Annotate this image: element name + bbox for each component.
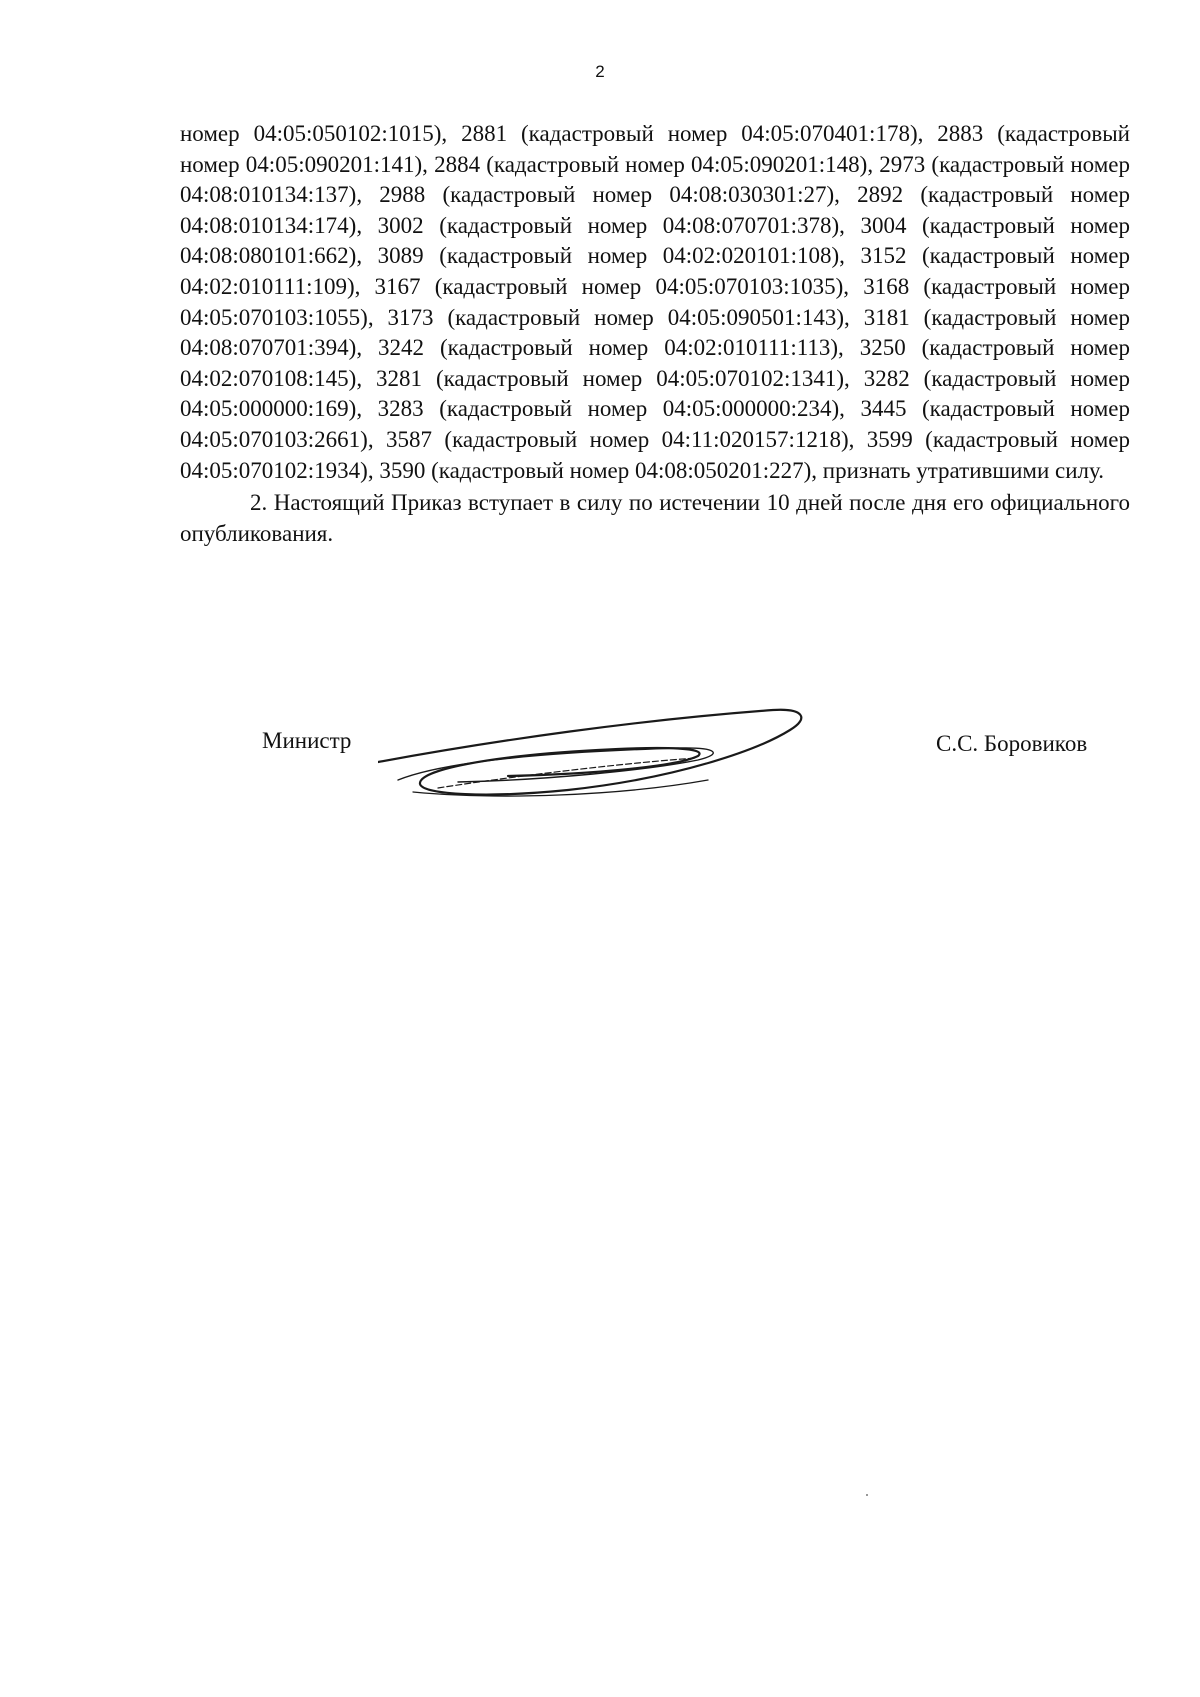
document-body <box>180 119 1130 549</box>
signatory-title: Министр <box>262 728 352 753</box>
signatory-name: С.С. Боровиков <box>936 731 1088 756</box>
page-number: 2 <box>595 62 605 81</box>
paragraph-continuation: номер 04:05:050102:1015), 2881 (кадастровый номер 04:05:070401:178), 2883 (кадастровый номер 04:05:090201:141), 2884 (кадастровый номер 04:05:090201:148), 2973 (кадастровый номер 04:08:010134:137), 2988 (кадастровый номер 04:08:030301:27), 2892 (кадастровый номер 04:08:010134:174), 3002 (кадастровый номер 04:08:070701:378), 3004 (кадастровый номер 04:08:080101:662), 3089 (кадастровый номер 04:02:020101:108), 3152 (кадастровый номер 04:02:010111:109), 3167 (кадастровый номер 04:05:070103:1035), 3168 (кадастровый номер 04:05:070103:1055), 3173 (кадастровый номер 04:05:090501:143), 3181 (кадастровый номер 04:08:070701:394), 3242 (кадастровый номер 04:02:010111:113), 3250 (кадастровый номер 04:02:070108:145), 3281 (кадастровый номер 04:05:070102:1341), 3282 (кадастровый номер 04:05:000000:169), 3283 (кадастровый номер 04:05:000000:234), 3445 (кадастровый номер 04:05:070103:2661), 3587 (кадастровый номер 04:11:020157:1218), 3599 (кадастровый номер 04:05:070102:1934), 3590 (кадастровый номер 04:08:050201:227), признать утратившими силу. <box>180 121 1130 483</box>
paragraph-effective-date: 2. Настоящий Приказ вступает в силу по истечении 10 дней после дня его официального опубликования. <box>180 490 1130 546</box>
handwritten-signature <box>378 700 808 810</box>
scan-speck <box>866 1494 868 1496</box>
